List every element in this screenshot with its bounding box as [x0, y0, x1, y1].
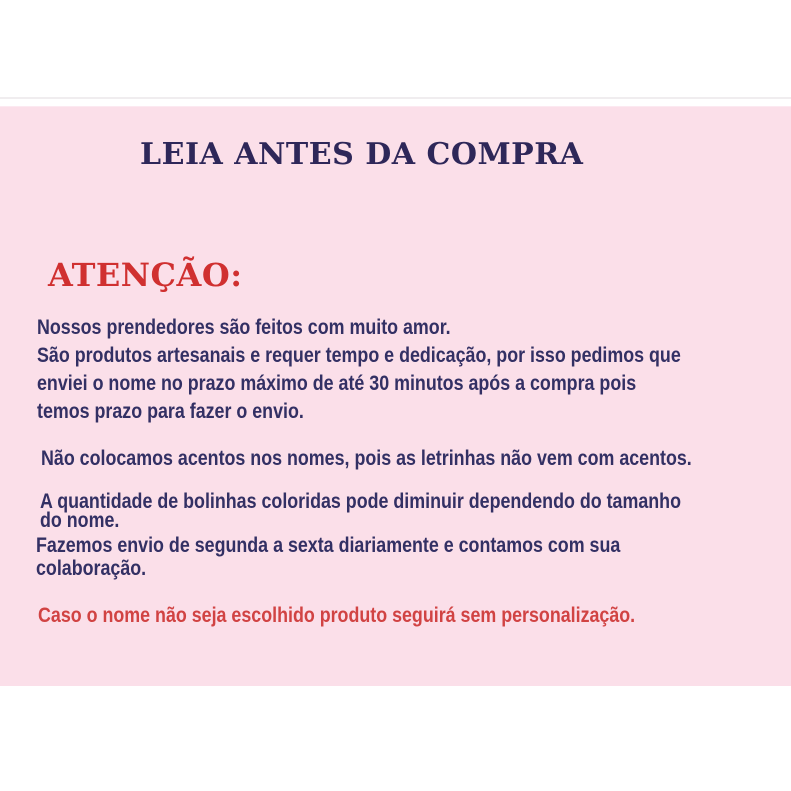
- paragraph-beads: [40, 492, 791, 530]
- paragraph-intro-line: enviei o nome no prazo máximo de até 30 minutos após a compra pois: [37, 372, 637, 395]
- divider-line: [0, 97, 791, 99]
- paragraph-shipping: [36, 534, 723, 580]
- paragraph-intro-line: Nossos prendedores são feitos com muito amor.: [37, 316, 451, 339]
- paragraph-intro: [37, 314, 791, 426]
- pink-panel: [0, 106, 791, 686]
- paragraph-intro-line: temos prazo para fazer o envio.: [37, 400, 304, 423]
- paragraph-shipping-line: colaboração.: [36, 557, 147, 580]
- paragraph-beads-line: do nome.: [40, 509, 120, 532]
- attention-heading: ATENÇÃO:: [48, 256, 243, 294]
- warning-text-line: Caso o nome não seja escolhido produto seguirá sem personalização.: [38, 604, 636, 627]
- paragraph-shipping-line: Fazemos envio de segunda a sexta diariamente e contamos com sua: [36, 534, 621, 557]
- warning-text: [38, 602, 741, 630]
- paragraph-intro-line: São produtos artesanais e requer tempo e dedicação, por isso pedimos que: [37, 344, 681, 367]
- paragraph-accents: [41, 445, 791, 473]
- page-title: LEIA ANTES DA COMPRA: [140, 137, 584, 172]
- paragraph-accents-line: Não colocamos acentos nos nomes, pois as letrinhas não vem com acentos.: [41, 447, 692, 470]
- paragraph-beads-line: A quantidade de bolinhas coloridas pode diminuir dependendo do tamanho: [40, 490, 681, 513]
